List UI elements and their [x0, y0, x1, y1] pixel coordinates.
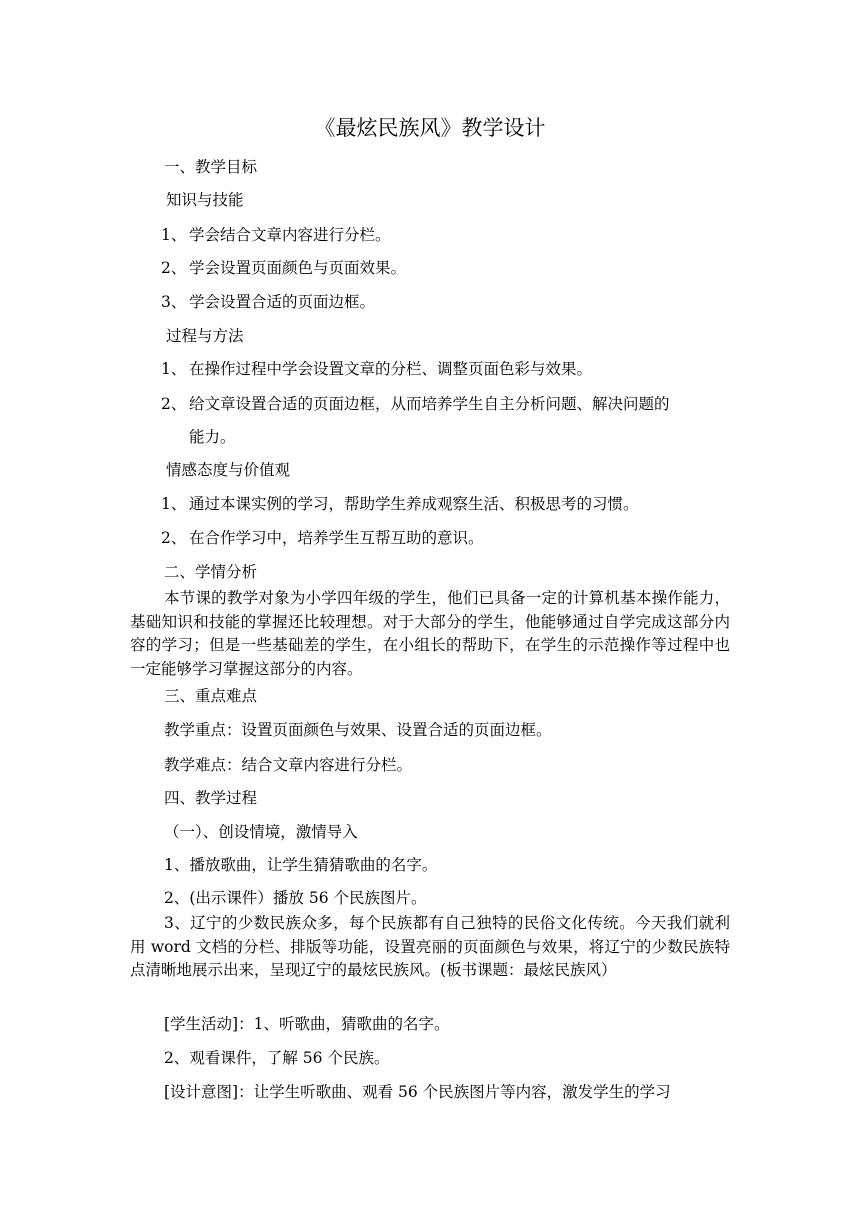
list-number: 1、 [161, 226, 187, 244]
list-number: 1、 [161, 360, 187, 378]
subheading-knowledge: 知识与技能 [166, 191, 244, 209]
difficult-point: 教学难点：结合文章内容进行分栏。 [164, 756, 413, 774]
step-item: 1、播放歌曲，让学生猜猜歌曲的名字。 [164, 856, 438, 874]
subsection-heading: （一）、创设情境，激情导入 [164, 823, 358, 841]
list-text: 给文章设置合适的页面边框，从而培养学生自主分析问题、解决问题的 [189, 395, 670, 413]
list-number: 2、 [161, 395, 187, 413]
list-item [161, 292, 375, 312]
list-text: 在合作学习中，培养学生互帮互助的意识。 [189, 529, 484, 547]
list-text: 学会设置合适的页面边框。 [189, 293, 376, 311]
analysis-paragraph: 本节课的教学对象为小学四年级的学生，他们已具备一定的计算机基本操作能力，基础知识和技能的掌握还比较理想。对于大部分的学生，他能够通过自学完成这部分内容的学习；但是一些基础差的学生，在小组长的帮助下，在学生的示范操作等过程中也一定能够学习掌握这部分的内容。 [130, 589, 730, 678]
list-number: 1、 [161, 495, 187, 513]
list-text: 通过本课实例的学习，帮助学生养成观察生活、积极思考的习惯。 [189, 495, 639, 513]
subheading-process: 过程与方法 [166, 327, 244, 345]
list-item [161, 494, 639, 514]
list-number: 2、 [161, 529, 187, 547]
intro-paragraph: 3、辽宁的少数民族众多，每个民族都有自己独特的民俗文化传统。今天我们就利用 word 文档的分栏、排版等功能，设置亮丽的页面颜色与效果，将辽宁的少数民族特点清晰地展示出来，呈现辽宁的最炫民族风。(板书课题：最炫民族风） [130, 914, 730, 979]
key-point: 教学重点：设置页面颜色与效果、设置合适的页面边框。 [164, 721, 552, 739]
step-item: 2、(出示课件）播放 56 个民族图片。 [164, 889, 427, 907]
subheading-attitude: 情感态度与价值观 [166, 461, 291, 479]
list-item [161, 258, 406, 278]
section-heading-objectives: 一、教学目标 [164, 158, 258, 176]
list-item [161, 359, 592, 379]
list-item [161, 394, 670, 414]
student-activity: [学生活动]：1、听歌曲，猜歌曲的名字。 [164, 1015, 450, 1033]
section-heading-process: 四、教学过程 [164, 789, 258, 807]
section-heading-analysis: 二、学情分析 [164, 563, 258, 581]
list-item-continuation: 能力。 [189, 428, 236, 446]
section-heading-key-points: 三、重点难点 [164, 687, 258, 705]
list-text: 学会结合文章内容进行分栏。 [189, 226, 391, 244]
list-item [161, 528, 484, 548]
list-text: 在操作过程中学会设置文章的分栏、调整页面色彩与效果。 [189, 360, 593, 378]
student-activity-item: 2、观看课件，了解 56 个民族。 [164, 1049, 390, 1067]
list-number: 2、 [161, 259, 187, 277]
list-text: 学会设置页面颜色与页面效果。 [189, 259, 407, 277]
design-intent: [设计意图]：让学生听歌曲、观看 56 个民族图片等内容，激发学生的学习 [164, 1083, 671, 1101]
list-number: 3、 [161, 293, 187, 311]
document-title: 《最炫民族风》教学设计 [314, 116, 546, 140]
list-item [161, 225, 391, 245]
